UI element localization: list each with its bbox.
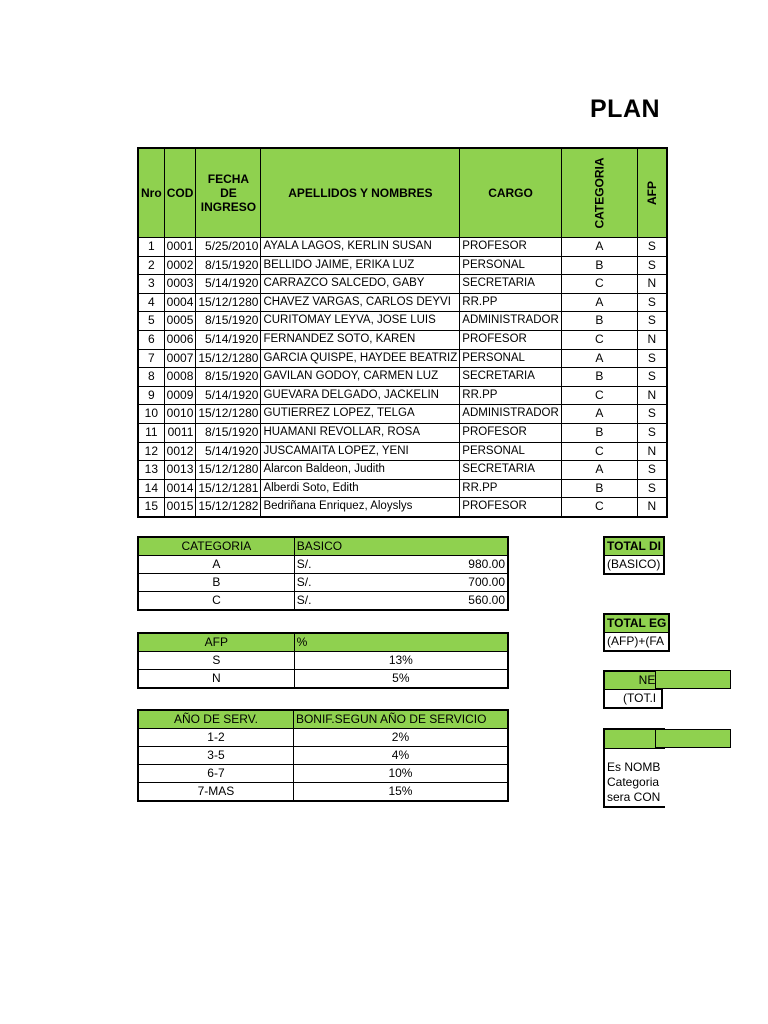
cargo-cell: PROFESOR bbox=[460, 238, 561, 257]
note-line: Categoria bbox=[607, 775, 660, 789]
table-row bbox=[138, 256, 667, 275]
table-row bbox=[138, 479, 667, 498]
afp-header-row bbox=[138, 633, 508, 652]
afp-cell: N bbox=[637, 330, 667, 349]
total-ingresos-box bbox=[603, 536, 665, 575]
note-header-extension bbox=[655, 729, 731, 748]
cod-cell: 0010 bbox=[164, 405, 196, 424]
cargo-cell: SECRETARIA bbox=[460, 368, 561, 387]
nombre-cell: Alarcon Baldeon, Judith bbox=[261, 461, 460, 480]
cargo-cell: PERSONAL bbox=[460, 349, 561, 368]
fecha-cell: 15/12/1281 bbox=[196, 479, 261, 498]
nro-cell: 4 bbox=[138, 293, 164, 312]
nro-cell: 1 bbox=[138, 238, 164, 257]
categoria-cell: C bbox=[561, 330, 637, 349]
nro-cell: 6 bbox=[138, 330, 164, 349]
bonif-cell: 15% bbox=[293, 783, 508, 802]
fecha-cell: 15/12/1280 bbox=[196, 293, 261, 312]
header-categoria: CATEGORIA bbox=[561, 148, 637, 238]
nro-cell: 7 bbox=[138, 349, 164, 368]
total-egresos-header: TOTAL EG bbox=[604, 614, 669, 633]
table-row bbox=[138, 349, 667, 368]
fecha-cell: 15/12/1280 bbox=[196, 349, 261, 368]
cod-cell: 0015 bbox=[164, 498, 196, 517]
table-row bbox=[138, 238, 667, 257]
nro-cell: 15 bbox=[138, 498, 164, 517]
nombre-cell: GUTIERREZ LOPEZ, TELGA bbox=[261, 405, 460, 424]
percent-header: % bbox=[294, 633, 508, 652]
cargo-cell: RR.PP bbox=[460, 479, 561, 498]
afp-cell: S bbox=[637, 349, 667, 368]
anio-serv-header: AÑO DE SERV. bbox=[138, 710, 293, 729]
table-row bbox=[138, 592, 508, 611]
afp-cell: N bbox=[637, 442, 667, 461]
note-text bbox=[605, 749, 665, 805]
cod-cell: 0007 bbox=[164, 349, 196, 368]
page-title: PLAN bbox=[590, 95, 661, 123]
percent-cell: 13% bbox=[294, 652, 508, 670]
afp-cell: N bbox=[637, 386, 667, 405]
cod-cell: 0013 bbox=[164, 461, 196, 480]
cod-cell: 0006 bbox=[164, 330, 196, 349]
fecha-cell: 5/25/2010 bbox=[196, 238, 261, 257]
bonif-table bbox=[137, 709, 509, 802]
nro-cell: 8 bbox=[138, 368, 164, 387]
fecha-cell: 8/15/1920 bbox=[196, 256, 261, 275]
nombre-cell: GUEVARA DELGADO, JACKELIN bbox=[261, 386, 460, 405]
cod-cell: 0014 bbox=[164, 479, 196, 498]
total-egresos-formula: (AFP)+(FA bbox=[604, 633, 669, 652]
anio-cell: 6-7 bbox=[138, 765, 293, 783]
currency-cell: S/. bbox=[294, 556, 354, 574]
nro-cell: 13 bbox=[138, 461, 164, 480]
cod-cell: 0002 bbox=[164, 256, 196, 275]
cod-cell: 0011 bbox=[164, 423, 196, 442]
table-row bbox=[138, 556, 508, 574]
note-line: sera CON bbox=[607, 790, 661, 804]
afp-cell: N bbox=[138, 670, 294, 689]
header-afp: AFP bbox=[637, 148, 667, 238]
categoria-cell: B bbox=[561, 312, 637, 331]
cod-cell: 0004 bbox=[164, 293, 196, 312]
header-cod: COD bbox=[164, 148, 196, 238]
bonif-header-row bbox=[138, 710, 508, 729]
nro-cell: 3 bbox=[138, 275, 164, 294]
employee-table-body bbox=[138, 238, 667, 517]
bonif-cell: 4% bbox=[293, 747, 508, 765]
nombre-cell: Alberdi Soto, Edith bbox=[261, 479, 460, 498]
neto-box bbox=[603, 670, 663, 709]
table-row bbox=[138, 423, 667, 442]
categoria-cell: B bbox=[561, 479, 637, 498]
cod-cell: 0003 bbox=[164, 275, 196, 294]
table-row bbox=[138, 312, 667, 331]
total-ingresos-formula: (BASICO) bbox=[604, 556, 664, 575]
fecha-cell: 15/12/1280 bbox=[196, 461, 261, 480]
neto-header: NE bbox=[604, 671, 662, 690]
anio-cell: 3-5 bbox=[138, 747, 293, 765]
cargo-cell: RR.PP bbox=[460, 293, 561, 312]
afp-cell: N bbox=[637, 275, 667, 294]
table-row bbox=[138, 442, 667, 461]
fecha-cell: 5/14/1920 bbox=[196, 275, 261, 294]
header-nombres: APELLIDOS Y NOMBRES bbox=[261, 148, 460, 238]
categoria-cell: A bbox=[561, 349, 637, 368]
nombre-cell: JUSCAMAITA LOPEZ, YENI bbox=[261, 442, 460, 461]
nombre-cell: CARRAZCO SALCEDO, GABY bbox=[261, 275, 460, 294]
table-row bbox=[138, 386, 667, 405]
afp-table bbox=[137, 632, 509, 689]
cargo-cell: PROFESOR bbox=[460, 330, 561, 349]
categoria-cell: B bbox=[561, 368, 637, 387]
categoria-cell: A bbox=[138, 556, 294, 574]
afp-cell: S bbox=[637, 256, 667, 275]
afp-cell: S bbox=[637, 405, 667, 424]
table-row bbox=[138, 498, 667, 517]
table-header-row bbox=[138, 148, 667, 238]
categoria-cell: C bbox=[561, 386, 637, 405]
amount-cell: 700.00 bbox=[354, 574, 508, 592]
afp-cell: S bbox=[637, 312, 667, 331]
table-row bbox=[138, 765, 508, 783]
table-row bbox=[138, 574, 508, 592]
header-fecha: FECHA DE INGRESO bbox=[196, 148, 261, 238]
fecha-cell: 5/14/1920 bbox=[196, 330, 261, 349]
table-row bbox=[138, 747, 508, 765]
nombre-cell: GAVILAN GODOY, CARMEN LUZ bbox=[261, 368, 460, 387]
table-row bbox=[138, 461, 667, 480]
basico-header: BASICO bbox=[294, 537, 508, 556]
categoria-cell: B bbox=[561, 423, 637, 442]
nro-cell: 10 bbox=[138, 405, 164, 424]
categoria-cell: A bbox=[561, 293, 637, 312]
cargo-cell: RR.PP bbox=[460, 386, 561, 405]
nombre-cell: Bedriñana Enriquez, Aloyslys bbox=[261, 498, 460, 517]
nro-cell: 12 bbox=[138, 442, 164, 461]
categoria-cell: A bbox=[561, 405, 637, 424]
amount-cell: 560.00 bbox=[354, 592, 508, 611]
employee-table bbox=[137, 147, 668, 518]
afp-cell: S bbox=[637, 293, 667, 312]
table-row bbox=[138, 729, 508, 747]
categoria-cell: B bbox=[561, 256, 637, 275]
cod-cell: 0005 bbox=[164, 312, 196, 331]
afp-header: AFP bbox=[138, 633, 294, 652]
nro-cell: 9 bbox=[138, 386, 164, 405]
nombre-cell: FERNANDEZ SOTO, KAREN bbox=[261, 330, 460, 349]
total-ingresos-header: TOTAL DI bbox=[604, 537, 664, 556]
table-row bbox=[138, 783, 508, 802]
table-row bbox=[138, 275, 667, 294]
categoria-table bbox=[137, 536, 509, 611]
cod-cell: 0009 bbox=[164, 386, 196, 405]
categoria-cell: C bbox=[561, 442, 637, 461]
afp-cell: S bbox=[637, 479, 667, 498]
total-egresos-box bbox=[603, 613, 670, 652]
afp-cell: S bbox=[637, 423, 667, 442]
cargo-cell: PERSONAL bbox=[460, 442, 561, 461]
categoria-cell: A bbox=[561, 461, 637, 480]
anio-cell: 7-MAS bbox=[138, 783, 293, 802]
header-cargo: CARGO bbox=[460, 148, 561, 238]
categoria-cell: A bbox=[561, 238, 637, 257]
categoria-cell: C bbox=[561, 275, 637, 294]
cargo-cell: ADMINISTRADOR bbox=[460, 405, 561, 424]
percent-cell: 5% bbox=[294, 670, 508, 689]
anio-cell: 1-2 bbox=[138, 729, 293, 747]
fecha-cell: 5/14/1920 bbox=[196, 386, 261, 405]
nombre-cell: AYALA LAGOS, KERLIN SUSAN bbox=[261, 238, 460, 257]
note-line: Es NOMB bbox=[607, 760, 661, 774]
bonif-header: BONIF.SEGUN AÑO DE SERVICIO bbox=[293, 710, 508, 729]
bonif-cell: 10% bbox=[293, 765, 508, 783]
categoria-cell: C bbox=[561, 498, 637, 517]
currency-cell: S/. bbox=[294, 592, 354, 611]
afp-cell: S bbox=[138, 652, 294, 670]
nombre-cell: BELLIDO JAIME, ERIKA LUZ bbox=[261, 256, 460, 275]
fecha-cell: 15/12/1282 bbox=[196, 498, 261, 517]
categoria-header-row bbox=[138, 537, 508, 556]
cargo-cell: ADMINISTRADOR bbox=[460, 312, 561, 331]
afp-cell: S bbox=[637, 368, 667, 387]
nro-cell: 11 bbox=[138, 423, 164, 442]
currency-cell: S/. bbox=[294, 574, 354, 592]
nombre-cell: CHAVEZ VARGAS, CARLOS DEYVI bbox=[261, 293, 460, 312]
cargo-cell: SECRETARIA bbox=[460, 461, 561, 480]
table-row bbox=[138, 670, 508, 689]
nombre-cell: CURITOMAY LEYVA, JOSE LUIS bbox=[261, 312, 460, 331]
fecha-cell: 8/15/1920 bbox=[196, 312, 261, 331]
nro-cell: 2 bbox=[138, 256, 164, 275]
table-row bbox=[138, 368, 667, 387]
neto-header-extension bbox=[655, 670, 731, 689]
fecha-cell: 15/12/1280 bbox=[196, 405, 261, 424]
nro-cell: 14 bbox=[138, 479, 164, 498]
table-row bbox=[138, 652, 508, 670]
cod-cell: 0008 bbox=[164, 368, 196, 387]
table-row bbox=[138, 330, 667, 349]
nombre-cell: HUAMANI REVOLLAR, ROSA bbox=[261, 423, 460, 442]
afp-cell: S bbox=[637, 461, 667, 480]
nro-cell: 5 bbox=[138, 312, 164, 331]
categoria-cell: C bbox=[138, 592, 294, 611]
fecha-cell: 5/14/1920 bbox=[196, 442, 261, 461]
cargo-cell: PROFESOR bbox=[460, 498, 561, 517]
amount-cell: 980.00 bbox=[354, 556, 508, 574]
header-nro: Nro bbox=[138, 148, 164, 238]
fecha-cell: 8/15/1920 bbox=[196, 368, 261, 387]
categoria-cell: B bbox=[138, 574, 294, 592]
cargo-cell: PERSONAL bbox=[460, 256, 561, 275]
cod-cell: 0001 bbox=[164, 238, 196, 257]
table-row bbox=[138, 293, 667, 312]
cargo-cell: PROFESOR bbox=[460, 423, 561, 442]
table-row bbox=[138, 405, 667, 424]
cod-cell: 0012 bbox=[164, 442, 196, 461]
categoria-header: CATEGORIA bbox=[138, 537, 294, 556]
afp-cell: N bbox=[637, 498, 667, 517]
cargo-cell: SECRETARIA bbox=[460, 275, 561, 294]
bonif-cell: 2% bbox=[293, 729, 508, 747]
nombre-cell: GARCIA QUISPE, HAYDEE BEATRIZ bbox=[261, 349, 460, 368]
afp-cell: S bbox=[637, 238, 667, 257]
neto-formula: (TOT.I bbox=[604, 690, 662, 709]
fecha-cell: 8/15/1920 bbox=[196, 423, 261, 442]
